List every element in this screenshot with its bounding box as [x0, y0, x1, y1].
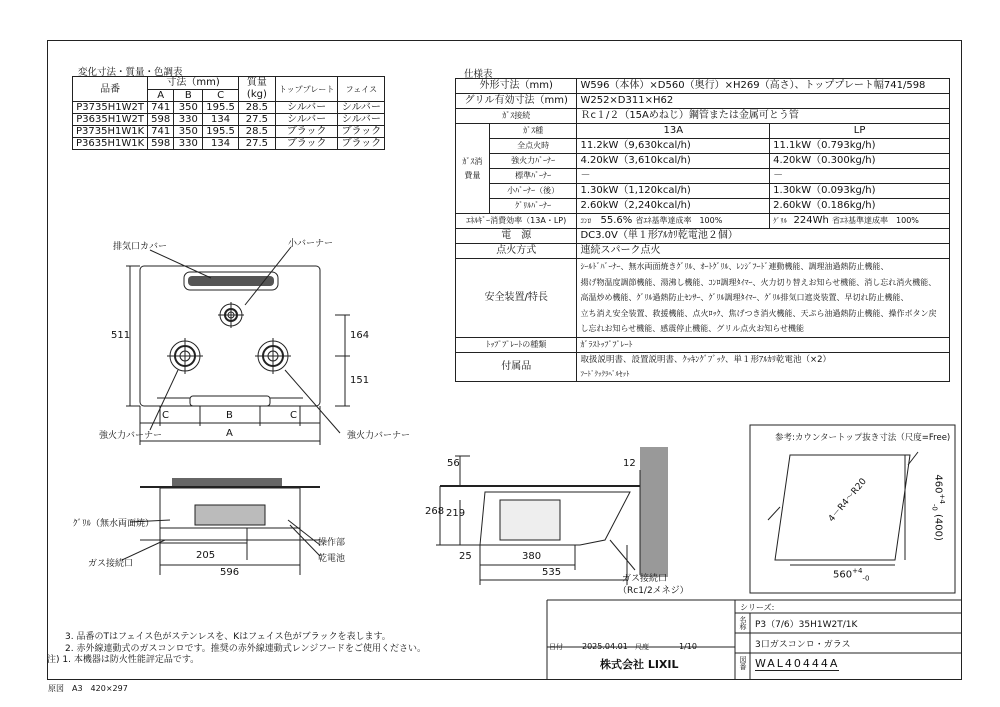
- dim-164: 164: [350, 330, 370, 341]
- header-a: A: [148, 89, 174, 102]
- outer-dims-label: 外形寸法（mm): [456, 79, 577, 94]
- drawing-number: WAL40444A: [755, 657, 840, 670]
- company-logo: 株式会社 LIXIL: [600, 658, 679, 671]
- ignition-label: 点火方式: [456, 244, 577, 259]
- dim-12: 12: [623, 458, 636, 469]
- dim-56: 56: [447, 458, 460, 469]
- variations-table-title: 変化寸法・質量・色調表: [78, 67, 183, 78]
- header-c: C: [203, 89, 239, 102]
- cutout-width: $560^{+4}_{-0}$: [833, 567, 870, 583]
- cutout-radius: 4－R4～R20: [826, 476, 869, 525]
- exhaust-cover-label: 排気口カバー: [113, 242, 168, 252]
- outer-dims-value: W596（本体）×D560（奥行）×H269（高さ）、トッププレート幅741/598: [577, 79, 950, 94]
- dim-535: 535: [542, 567, 562, 578]
- accessories-value: 取扱説明書、設置説明書、ｸｯｷﾝｸﾞﾌﾞｯｸ、単１形ｱﾙｶﾘ乾電池（×2） ﾌｰﾄﾞｸｯｸﾗﾍﾞﾙｾｯﾄ: [577, 352, 950, 381]
- table-row: ｸﾞﾘﾙﾊﾞｰﾅｰ 2.60kW（2,240kcal/h) 2.60kW（0.186kg/h): [456, 199, 950, 214]
- safety-label: 安全装置/特長: [456, 259, 577, 338]
- scale-value: 1/10: [679, 642, 697, 651]
- header-b: B: [174, 89, 203, 102]
- dim-380: 380: [522, 551, 542, 562]
- gas-consumption-label: ｶﾞｽ消費量: [456, 124, 490, 214]
- dim-205: 205: [196, 550, 216, 561]
- series-label: シリーズ:: [740, 603, 775, 612]
- dim-596: 596: [220, 567, 240, 578]
- small-burner-label: 小バーナー: [288, 239, 334, 249]
- ignition-value: 連続スパーク点火: [577, 244, 950, 259]
- plan-view: [126, 247, 350, 445]
- dim-b: B: [226, 410, 233, 421]
- side-gas-thread-label: （Rc1/2メネジ）: [618, 586, 689, 596]
- strong-burner-left-label: 強火力バーナー: [99, 431, 163, 441]
- dim-25: 25: [459, 551, 472, 562]
- power-label: 電 源: [456, 229, 577, 244]
- top-plate-type-label: ﾄｯﾌﾟﾌﾟﾚｰﾄの種類: [456, 337, 577, 352]
- header-dims: 寸法（mm): [148, 77, 239, 90]
- table-row: 強火力ﾊﾞｰﾅｰ 4.20kW（3,610kcal/h) 4.20kW（0.300kg/h): [456, 154, 950, 169]
- battery-label: 乾電池: [318, 554, 346, 564]
- table-row: P3735H1W2T 741 350 195.5 28.5 シルバー シルバー: [73, 102, 385, 114]
- dim-219: 219: [446, 508, 466, 519]
- series-value: P3（7/6）35H1W2T/1K: [755, 620, 858, 630]
- dim-151: 151: [350, 375, 370, 386]
- header-mass: 質量 (kg): [238, 77, 275, 102]
- dim-c-right: C: [290, 410, 297, 421]
- top-plate-type-value: ｶﾞﾗｽﾄｯﾌﾟﾌﾟﾚｰﾄ: [577, 337, 950, 352]
- table-row: P3635H1W2T 598 330 134 27.5 シルバー シルバー: [73, 114, 385, 126]
- gas-conn-value: Ｒc１/２（15Aめねじ）鋼管または金属可とう管: [577, 109, 950, 124]
- energy-label: ｴﾈﾙｷﾞｰ消費効率（13A・LP): [456, 214, 577, 229]
- safety-value: ｼｰﾙﾄﾞﾊﾞｰﾅｰ、無水両面焼きｸﾞﾘﾙ、ｵｰﾄｸﾞﾘﾙ、ﾚﾝｼﾞﾌｰﾄﾞ連動機能、調理油過熱防止機能、 揚げ物温度調節機能、湯沸し機能、ｺﾝﾛ調理ﾀｲﾏｰ、火力切り替えお知らせ機能、消し忘れ消火機能、 高温炒め機能、ｸﾞﾘﾙ過熱防止ｾﾝｻｰ、ｸﾞﾘﾙ調理ﾀｲﾏｰ、ｸﾞﾘﾙ排気口遮炎装置、早切れ防止機能、 立ち消え安全装置、救援機能、点火ﾛｯｸ、焦げつき消火機能、天ぷら油過熱防止機能、操作ボタン戻 し忘れお知らせ機能、感震停止機能、グリル点火お知らせ機能: [577, 259, 950, 338]
- table-row: 小ﾊﾞｰﾅｰ（後） 1.30kW（1,120kcal/h) 1.30kW（0.093kg/h): [456, 184, 950, 199]
- paper-size: 原図 A3 420×297: [48, 684, 128, 693]
- dim-268: 268: [425, 506, 445, 517]
- table-row: P3635H1W1K 598 330 134 27.5 ブラック ブラック: [73, 138, 385, 150]
- grill-dims-value: W252×D311×H62: [577, 94, 950, 109]
- strong-burner-right-label: 強火力バーナー: [347, 431, 411, 441]
- dim-a: A: [226, 428, 233, 439]
- header-model: 品番: [73, 77, 148, 102]
- table-row: 標準ﾊﾞｰﾅｰ － －: [456, 169, 950, 184]
- scale-label: 尺度: [635, 643, 649, 651]
- energy-konro: ｺﾝﾛ 55.6% 省ｴﾈ基準達成率 100%: [577, 214, 770, 229]
- grill-label: ｸﾞﾘﾙ（無水両面焼）: [73, 519, 155, 529]
- header-face: フェイス: [338, 77, 385, 102]
- cutout-title: 参考:カウンタートップ抜き寸法（尺度=Free): [775, 433, 951, 443]
- accessories-label: 付属品: [456, 352, 577, 381]
- dim-c-left: C: [162, 410, 169, 421]
- spec-table-title: 仕様表: [464, 69, 493, 80]
- energy-grill: ｸﾞﾘﾙ 224Wh 省ｴﾈ基準達成率 100%: [770, 214, 950, 229]
- no-label: 図番: [739, 656, 747, 670]
- power-value: DC3.0V（単１形ｱﾙｶﾘ乾電池２個）: [577, 229, 950, 244]
- spec-table: 外形寸法（mm) W596（本体）×D560（奥行）×H269（高さ）、トッププレート幅741/598 グリル有効寸法（mm) W252×D311×H62 ｶﾞｽ接続 Ｒc１/２（15Aめねじ）鋼管または金属可とう管 ｶﾞｽ消費量 ｶﾞｽ種 13A LP 全点火時 11.2kW（9,630kcal/h) 11.1kW（0.793kg/h) 強火力ﾊﾞｰﾅｰ 4.20kW（3,610kcal/h) 4.20kW（0.300kg/h) 標準ﾊﾞｰﾅｰ － － 小ﾊﾞｰﾅｰ（後） 1.30kW（1,120kcal/h) 1.30kW（0.093kg/h) ｸﾞﾘﾙﾊﾞｰﾅｰ 2.60kW（2,240kcal/h) 2.60kW（0.186kg/h) ｴﾈﾙｷﾞｰ消費効率（13A・LP) ｺﾝﾛ 55.6% 省ｴﾈ基準達成率 100% ｸﾞﾘﾙ 224Wh 省ｴﾈ基準達成率 100% 電 源 DC3.0V（単１形ｱﾙｶﾘ乾電池２個） 点火方式 連続スパーク点火 安全装置/特長 ｼｰﾙﾄﾞﾊﾞｰﾅｰ、無水両面焼きｸﾞﾘﾙ、ｵｰﾄｸﾞﾘﾙ、ﾚﾝｼﾞﾌｰﾄﾞ連動機能、調理油過熱防止機能、 揚げ物温度調節機能、湯沸し機能、ｺﾝﾛ調理ﾀｲﾏｰ、火力切り替えお知らせ機能、消し忘れ消火機能、 高温炒め機能、ｸﾞﾘﾙ過熱防止ｾﾝｻｰ、ｸﾞﾘﾙ調理ﾀｲﾏｰ、ｸﾞﾘﾙ排気口遮炎装置、早切れ防止機能、 立ち消え安全装置、救援機能、点火ﾛｯｸ、焦げつき消火機能、天ぷら油過熱防止機能、操作ボタン戻 し忘れお知らせ機能、感震停止機能、グリル点火お知らせ機能 ﾄｯﾌﾟﾌﾟﾚｰﾄの種類 ｶﾞﾗｽﾄｯﾌﾟﾌﾟﾚｰﾄ 付属品 取扱説明書、設置説明書、ｸｯｷﾝｸﾞﾌﾞｯｸ、単１形ｱﾙｶﾘ乾電池（×2） ﾌｰﾄﾞｸｯｸﾗﾍﾞﾙｾｯﾄ: [455, 78, 950, 382]
- date-label: 日付: [549, 643, 563, 651]
- gas-conn-label: ｶﾞｽ接続: [456, 109, 577, 124]
- operation-label: 操作部: [318, 538, 346, 548]
- grill-dims-label: グリル有効寸法（mm): [456, 94, 577, 109]
- gas-inlet-label: ガス接続口: [88, 559, 134, 569]
- header-top-plate: トッププレート: [275, 77, 337, 102]
- name-value: 3口ガスコンロ・ガラス: [755, 640, 851, 650]
- side-gas-inlet-label: ガス接続口: [622, 574, 668, 584]
- name-label-vert: 名称: [739, 616, 747, 630]
- dim-511: 511: [111, 330, 131, 341]
- cutout-depth: $460^{+4}_{-0}$ (400): [930, 474, 946, 541]
- date-value: 2025.04.01: [582, 642, 628, 651]
- notes: 3. 品番のTはフェイス色がステンレスを、Kはフェイス色がブラックを表します。 2. 赤外線連動式のガスコンロです。推奨の赤外線連動式レンジフードをご使用ください。 注) 1. 本機器は防火性能評定品です。: [47, 632, 427, 665]
- table-row: 全点火時 11.2kW（9,630kcal/h) 11.1kW（0.793kg/h): [456, 139, 950, 154]
- table-row: P3735H1W1K 741 350 195.5 28.5 ブラック ブラック: [73, 126, 385, 138]
